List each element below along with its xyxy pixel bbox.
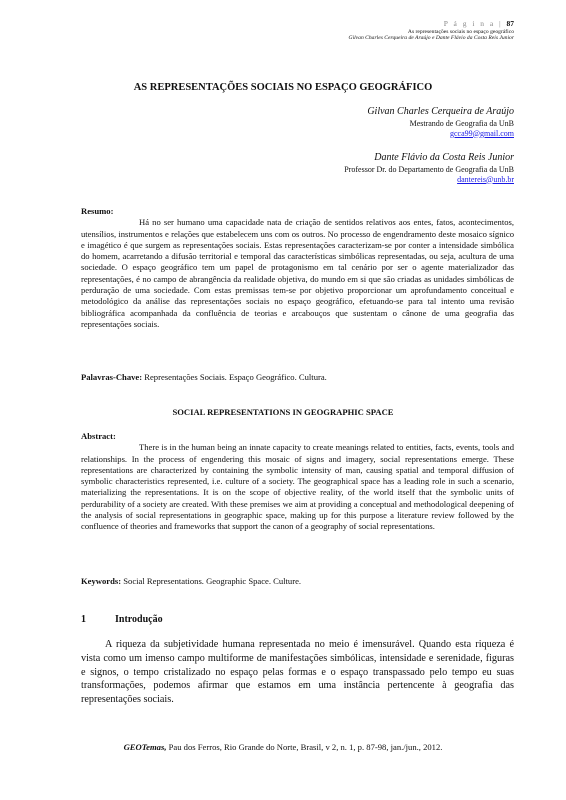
palavras-chave-text: Representações Sociais. Espaço Geográfico. Cultura. bbox=[144, 372, 327, 382]
author-affiliation: Professor Dr. do Departamento de Geografia da UnB bbox=[344, 164, 514, 174]
running-header bbox=[349, 20, 514, 41]
page-separator: | bbox=[495, 19, 507, 28]
resumo-label: Resumo: bbox=[81, 206, 114, 216]
author-name: Gilvan Charles Cerqueira de Araújo bbox=[367, 106, 514, 117]
keywords-label: Keywords: bbox=[81, 576, 122, 586]
author-email-link[interactable]: gcca99@gmail.com bbox=[449, 128, 514, 138]
abstract-label: Abstract: bbox=[81, 431, 116, 441]
citation-text: Pau dos Ferros, Rio Grande do Norte, Brasil, v 2, n. 1, p. 87-98, jan./jun., 2012. bbox=[166, 742, 443, 752]
page-footer bbox=[0, 742, 566, 752]
abstract-section bbox=[81, 431, 514, 533]
author-name: Dante Flávio da Costa Reis Junior bbox=[374, 152, 514, 163]
intro-paragraph: A riqueza da subjetividade humana representada no meio é imensurável. Quando esta riqueza é vista como um imenso campo multiforme de manifestações simbólicas, intensidade e serenidade, figuras e signos, o tempo cristalizado no espaço pelas formas e o espaço transpassado pelo tempo eu suas transformações, podemos afirmar que estamos em uma instância pertencente à geografia das representações sociais. bbox=[81, 639, 514, 706]
section-heading bbox=[81, 614, 163, 625]
resumo-section bbox=[81, 206, 514, 330]
page-number-line bbox=[349, 20, 514, 29]
keywords-text: Social Representations. Geographic Space. Culture. bbox=[123, 576, 302, 586]
page-number: 87 bbox=[506, 19, 514, 28]
author-block-1 bbox=[367, 106, 514, 139]
page-word: P á g i n a bbox=[443, 19, 496, 28]
keywords bbox=[81, 576, 514, 587]
paper-title: AS REPRESENTAÇÕES SOCIAIS NO ESPAÇO GEOGRÁFICO bbox=[133, 82, 433, 93]
running-authors: Gilvan Charles Cerqueira de Araújo e Dante Flávio da Costa Reis Junior bbox=[348, 35, 514, 42]
journal-logo: GEOTemas, bbox=[123, 742, 167, 752]
english-title: SOCIAL REPRESENTATIONS IN GEOGRAPHIC SPACE bbox=[172, 407, 394, 417]
abstract-text: There is in the human being an innate capacity to create meanings related to entities, facts, events, tools and relationships. In the process of engendering this mosaic of signs and imagery, social representations emerge. These representations are characterized by containing the symbolic intensity of man, causing spatial and temporal diffusion of symbolic characteristics represented, i.e. culture of a society. The geographical space has a leading role in such a scenario, materializing the representations. It is on the scope of objective reality, of the world itself that the symbolic units of perdurability of a society are created. With these premises we aim at providing a conceptual and methodological deepening of the analysis of social representations in geographic space, making up for this purpose a literature review followed by the confluence of theories and frameworks that support the canon of a geography of social representations. bbox=[81, 442, 514, 532]
running-title: As representações sociais no espaço geográfico bbox=[407, 28, 514, 35]
author-email-link[interactable]: dantereis@unb.br bbox=[457, 174, 514, 184]
palavras-chave-label: Palavras-Chave: bbox=[81, 372, 143, 382]
author-affiliation: Mestrando de Geografia da UnB bbox=[409, 118, 514, 128]
resumo-text: Há no ser humano uma capacidade nata de criação de sentidos relativos aos entes, fatos, acontecimentos, utensílios, instrumentos e relações que estabelecem uns com os outros. No processo de engendramento deste mosaico sígnico e imagético é que surgem as representações sociais. Estas representações caracterizam-se por conter a intensidade simbólica do homem, acarretando a difusão territorial e temporal das características simbólicas representadas, ou seja, acultura de uma sociedade. O espaço geográfico tem um papel de protagonismo em tal cenário por ser o agente materializador das representações, é no campo de abrangência da realidade objetiva, do mundo em si que são criadas as unidades simbólicas de perduração de uma sociedade. Com estas premissas tem-se por objetivo proporcionar um aprofundamento conceitual e metodológico da análise das representações sociais no espaço geográfico, efetuando-se para tal intento uma revisão bibliográfica acompanhada da confluência de teorias e arcabouços que sustentam o cânone de uma geografia das representações sociais. bbox=[81, 217, 514, 329]
section-number: 1 bbox=[81, 614, 86, 625]
section-title: Introdução bbox=[115, 614, 163, 625]
author-block-2 bbox=[344, 152, 514, 185]
palavras-chave bbox=[81, 372, 514, 383]
